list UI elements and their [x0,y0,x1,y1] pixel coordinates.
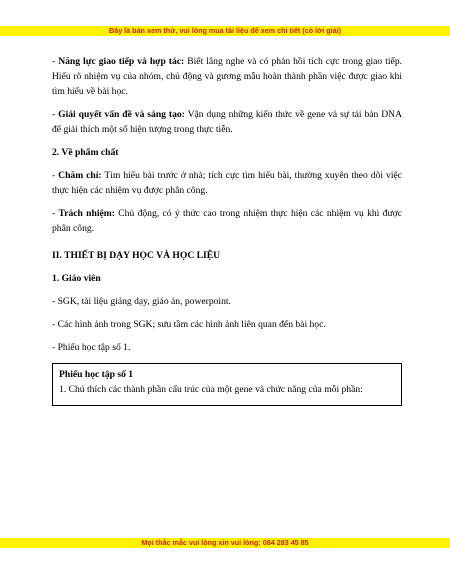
competency-communication: - Năng lực giao tiếp và hợp tác: Biết lắng nghe và có phản hồi tích cực trong giao tiếp. Hiểu rõ nhiệm vụ của nhóm, chủ động và gương mẫu hoàn thành phần việc được giao khi tìm hiểu về bài học. [52,56,403,97]
worksheet-box [52,363,402,406]
quality-responsibility: - Trách nhiệm: Chủ động, có ý thức cao trong nhiệm thực hiện các nhiệm vụ khi được phân công. [52,208,402,234]
footer-notice: Mọi thắc mắc vui lòng xin vui lòng: 084 283 45 85 [0,538,450,548]
competency-problem-solving: - Giải quyết vấn đề và sáng tạo: Vận dụng những kiến thức về gene và sự tái bản DNA để giải thích một số hiện tượng trong thực tiễn. [52,109,403,135]
teacher-heading: 1. Giáo viên [52,273,101,284]
teacher-item: - Các hình ảnh trong SGK; sưu tầm các hình ảnh liên quan đến bài học. [52,319,326,330]
header-notice: Đây là bản xem thử, vui lòng mua tài liệu để xem chi tiết (có lời giải) [0,26,450,36]
teacher-item: - SGK, tài liệu giảng dạy, giáo án, powerpoint. [52,296,231,307]
section-heading: II. THIẾT BỊ DẠY HỌC VÀ HỌC LIỆU [52,250,221,261]
quality-diligence: - Chăm chỉ: Tìm hiểu bài trước ở nhà; tích cực tìm hiểu bài, thường xuyên theo dõi việc thực hiện các nhiệm vụ được phân công. [52,170,402,196]
worksheet-title: Phiếu học tập số 1 [59,369,134,380]
qualities-heading: 2. Về phẩm chất [52,147,119,158]
document-body [52,54,402,406]
worksheet-line: 1. Chú thích các thành phần cấu trúc của một gene và chức năng của mỗi phần: [59,384,363,395]
teacher-item: - Phiếu học tập số 1. [52,342,131,353]
